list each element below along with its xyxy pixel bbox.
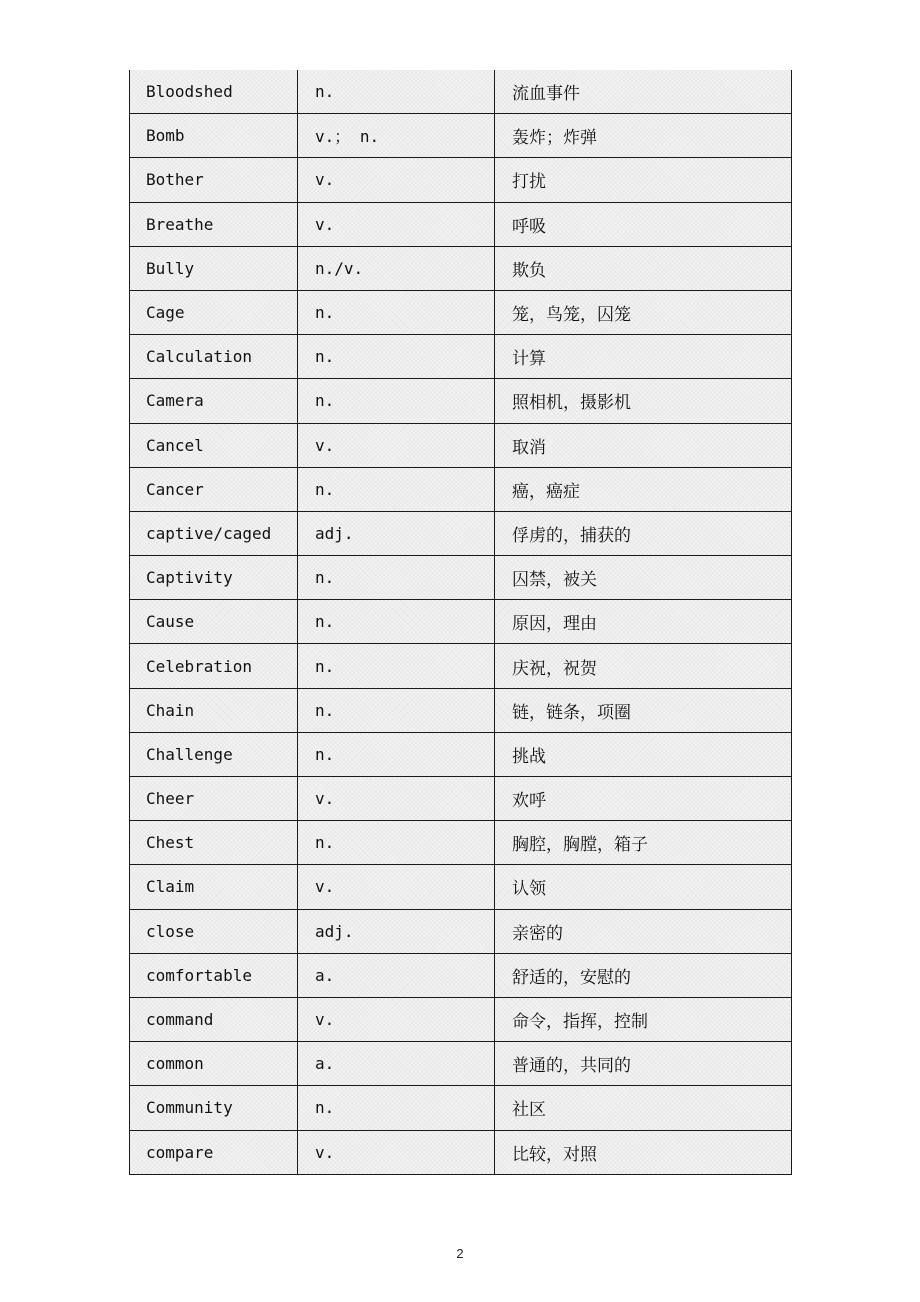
vocabulary-table: [129, 70, 792, 1175]
part-of-speech-cell: adj.: [298, 909, 495, 953]
meaning-cell: 命令，指挥，控制: [495, 997, 792, 1041]
meaning-cell: 普通的，共同的: [495, 1042, 792, 1086]
meaning-cell: 计算: [495, 335, 792, 379]
meaning-cell: 囚禁，被关: [495, 556, 792, 600]
part-of-speech-cell: n.: [298, 290, 495, 334]
vocabulary-table-body: [130, 70, 792, 1174]
word-cell: Cancel: [130, 423, 298, 467]
word-cell: Bloodshed: [130, 70, 298, 114]
part-of-speech-cell: v.: [298, 158, 495, 202]
part-of-speech-cell: adj.: [298, 511, 495, 555]
part-of-speech-cell: n.: [298, 732, 495, 776]
table-row: [130, 909, 792, 953]
word-cell: Breathe: [130, 202, 298, 246]
table-row: [130, 997, 792, 1041]
page-number: 2: [456, 1246, 464, 1261]
word-cell: Camera: [130, 379, 298, 423]
word-cell: Cage: [130, 290, 298, 334]
part-of-speech-cell: a.: [298, 1042, 495, 1086]
meaning-cell: 舒适的，安慰的: [495, 953, 792, 997]
meaning-cell: 流血事件: [495, 70, 792, 114]
table-row: [130, 600, 792, 644]
table-row: [130, 158, 792, 202]
part-of-speech-cell: n.: [298, 688, 495, 732]
word-cell: Celebration: [130, 644, 298, 688]
part-of-speech-cell: n.: [298, 600, 495, 644]
word-cell: Calculation: [130, 335, 298, 379]
part-of-speech-cell: n.: [298, 1086, 495, 1130]
table-row: [130, 688, 792, 732]
meaning-cell: 轰炸；炸弹: [495, 114, 792, 158]
table-row: [130, 511, 792, 555]
part-of-speech-cell: n.: [298, 379, 495, 423]
meaning-cell: 取消: [495, 423, 792, 467]
meaning-cell: 俘虏的，捕获的: [495, 511, 792, 555]
meaning-cell: 癌，癌症: [495, 467, 792, 511]
word-cell: Cancer: [130, 467, 298, 511]
part-of-speech-cell: n.: [298, 556, 495, 600]
meaning-cell: 呼吸: [495, 202, 792, 246]
table-row: [130, 1086, 792, 1130]
part-of-speech-cell: n.: [298, 70, 495, 114]
table-row: [130, 1042, 792, 1086]
meaning-cell: 亲密的: [495, 909, 792, 953]
part-of-speech-cell: n./v.: [298, 246, 495, 290]
part-of-speech-cell: v.； n.: [298, 114, 495, 158]
word-cell: Captivity: [130, 556, 298, 600]
table-row: [130, 1130, 792, 1174]
meaning-cell: 挑战: [495, 732, 792, 776]
meaning-cell: 欺负: [495, 246, 792, 290]
meaning-cell: 欢呼: [495, 777, 792, 821]
meaning-cell: 链，链条，项圈: [495, 688, 792, 732]
word-cell: Cause: [130, 600, 298, 644]
word-cell: Bother: [130, 158, 298, 202]
meaning-cell: 原因，理由: [495, 600, 792, 644]
table-row: [130, 556, 792, 600]
part-of-speech-cell: v.: [298, 423, 495, 467]
table-row: [130, 467, 792, 511]
table-row: [130, 114, 792, 158]
meaning-cell: 照相机，摄影机: [495, 379, 792, 423]
table-row: [130, 777, 792, 821]
part-of-speech-cell: v.: [298, 777, 495, 821]
word-cell: captive/caged: [130, 511, 298, 555]
table-row: [130, 70, 792, 114]
part-of-speech-cell: v.: [298, 997, 495, 1041]
table-row: [130, 732, 792, 776]
table-row: [130, 379, 792, 423]
word-cell: compare: [130, 1130, 298, 1174]
table-row: [130, 953, 792, 997]
word-cell: Cheer: [130, 777, 298, 821]
meaning-cell: 认领: [495, 865, 792, 909]
table-row: [130, 865, 792, 909]
meaning-cell: 比较，对照: [495, 1130, 792, 1174]
word-cell: comfortable: [130, 953, 298, 997]
word-cell: Challenge: [130, 732, 298, 776]
meaning-cell: 庆祝，祝贺: [495, 644, 792, 688]
word-cell: Community: [130, 1086, 298, 1130]
table-row: [130, 246, 792, 290]
part-of-speech-cell: n.: [298, 467, 495, 511]
word-cell: Chain: [130, 688, 298, 732]
meaning-cell: 社区: [495, 1086, 792, 1130]
word-cell: command: [130, 997, 298, 1041]
table-row: [130, 290, 792, 334]
part-of-speech-cell: n.: [298, 335, 495, 379]
table-row: [130, 335, 792, 379]
table-row: [130, 821, 792, 865]
table-row: [130, 423, 792, 467]
part-of-speech-cell: v.: [298, 1130, 495, 1174]
word-cell: Bully: [130, 246, 298, 290]
meaning-cell: 胸腔，胸膛，箱子: [495, 821, 792, 865]
part-of-speech-cell: a.: [298, 953, 495, 997]
word-cell: close: [130, 909, 298, 953]
word-cell: Chest: [130, 821, 298, 865]
meaning-cell: 打扰: [495, 158, 792, 202]
part-of-speech-cell: n.: [298, 821, 495, 865]
table-row: [130, 202, 792, 246]
meaning-cell: 笼，鸟笼，囚笼: [495, 290, 792, 334]
part-of-speech-cell: v.: [298, 202, 495, 246]
word-cell: Claim: [130, 865, 298, 909]
part-of-speech-cell: v.: [298, 865, 495, 909]
word-cell: common: [130, 1042, 298, 1086]
table-row: [130, 644, 792, 688]
part-of-speech-cell: n.: [298, 644, 495, 688]
word-cell: Bomb: [130, 114, 298, 158]
